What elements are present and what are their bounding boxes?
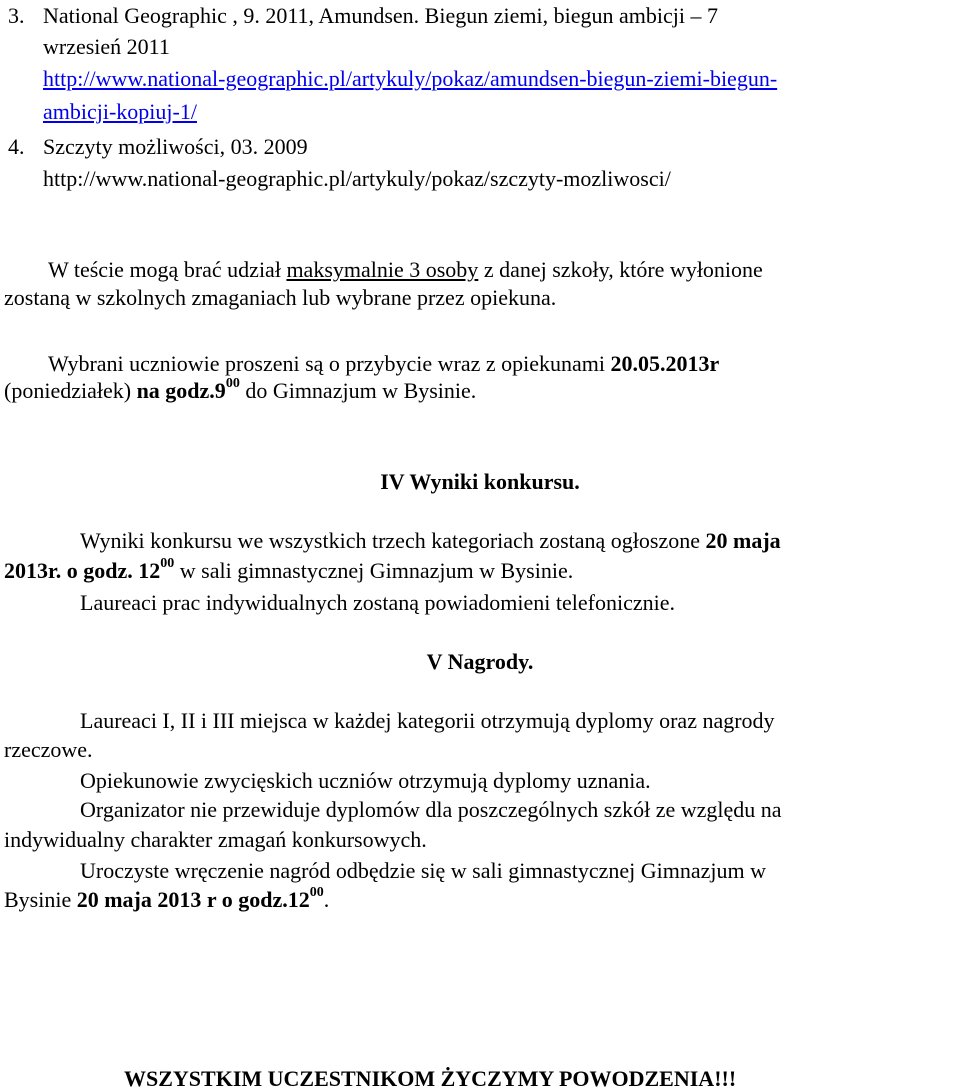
invitation-text: Wybrani uczniowie proszeni są o przybycie wraz z opiekunami — [48, 351, 611, 376]
ceremony-date-time: 20 maja 2013 r o $godz.12^{00}$ — [76, 884, 324, 912]
reference-3-date: wrzesień 2011 — [43, 34, 170, 59]
participation-text: W teście mogą brać udział — [48, 257, 287, 282]
invitation-time: na $godz.9^{00}$ — [136, 375, 240, 403]
prizes-line-1: Laureaci I, II i III miejsca w każdej kategorii otrzymują dyplomy oraz nagrody — [80, 708, 775, 733]
participation-line-2: zostaną w szkolnych zmaganiach lub wybrane przez opiekuna. — [4, 285, 557, 310]
reference-3-link[interactable]: http://www.national-geographic.pl/artykuly/pokaz/amundsen-biegun-ziemi-biegun- — [43, 66, 778, 91]
closing-message: WSZYSTKIM UCZESTNIKOM ŻYCZYMY POWODZENIA!!! — [124, 1066, 737, 1091]
section-5-heading: V Nagrody. — [426, 649, 534, 674]
participation-limit: maksymalnie 3 osoby — [286, 257, 479, 282]
school-diplomas-line-1: Organizator nie przewiduje dyplomów dla poszczególnych szkół ze względu na — [80, 797, 782, 822]
prizes-line-2: rzeczowe. — [4, 737, 93, 762]
invitation-day: (poniedziałek) — [4, 378, 137, 403]
participation-line-1 — [48, 256, 763, 283]
results-date: 20 maja — [705, 528, 781, 553]
results-line-2: 2013r. o godz. $12^{00}$ w sali gimnastycznej Gimnazjum w Bysinie. — [4, 555, 574, 583]
reference-3-link-continued[interactable]: ambicji-kopiuj-1/ — [43, 99, 197, 124]
reference-3-title: National Geographic , 9. 2011, Amundsen. Biegun ziemi, biegun ambicji – 7 — [43, 3, 718, 28]
results-line-3: Laureaci prac indywidualnych zostaną powiadomieni telefonicznie. — [80, 590, 675, 615]
ceremony-line-1: Uroczyste wręczenie nagród odbędzie się w sali gimnastycznej Gimnazjum w — [80, 858, 767, 883]
reference-4-url: http://www.national-geographic.pl/artykuly/pokaz/szczyty-mozliwosci/ — [43, 166, 671, 191]
reference-4-number: 4. — [8, 134, 25, 159]
reference-3-number: 3. — [8, 3, 25, 28]
invitation-date: 20.05.2013r — [610, 351, 720, 376]
invitation-line-1 — [48, 350, 719, 377]
results-time: 2013r. o godz. $12^{00}$ — [4, 555, 175, 583]
school-diplomas-line-2: indywidualny charakter zmagań konkursowych. — [4, 827, 427, 852]
invitation-line-2 — [4, 377, 476, 404]
reference-4-title: Szczyty możliwości, 03. 2009 — [43, 134, 308, 159]
section-4-heading: IV Wyniki konkursu. — [380, 469, 580, 494]
participation-text-end: z danej szkoły, które wyłonione — [478, 257, 763, 282]
results-line-1: Wyniki konkursu we wszystkich trzech kategoriach zostaną ogłoszone 20 maja — [80, 528, 781, 553]
ceremony-line-2: Bysinie 20 maja 2013 r o $godz.12^{00}$. — [4, 884, 330, 912]
mentors-diplomas: Opiekunowie zwycięskich uczniów otrzymują dyplomy uznania. — [80, 768, 651, 793]
invitation-place: do Gimnazjum w Bysinie. — [239, 378, 477, 403]
